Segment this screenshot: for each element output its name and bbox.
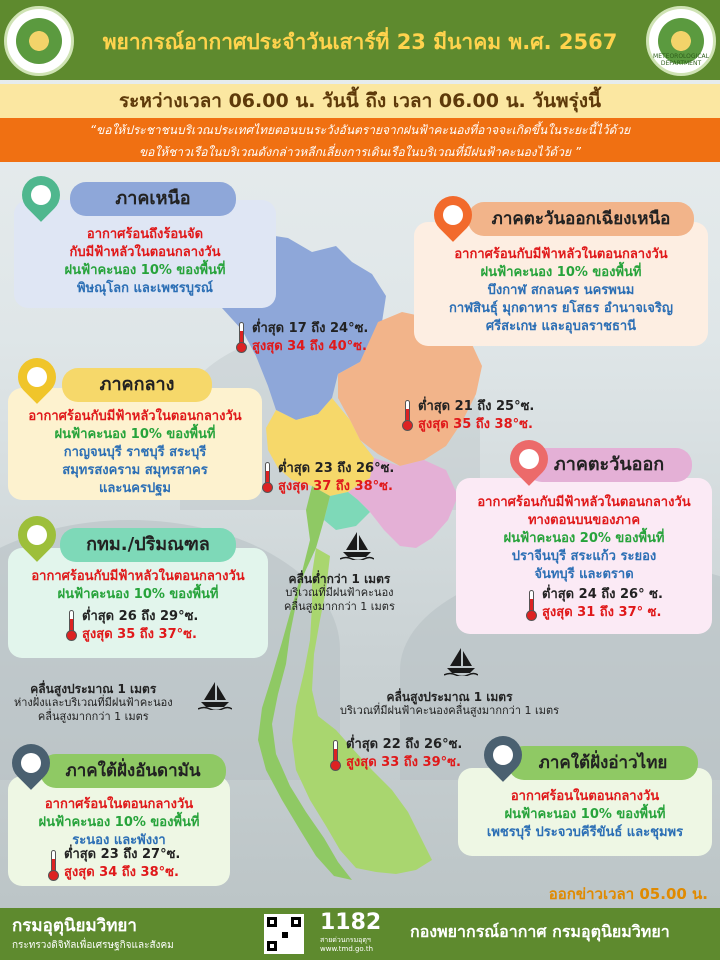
east-line-4: ปราจีนบุรี สระแก้ว ระยอง [511, 549, 657, 564]
period-text: ระหว่างเวลา 06.00 น. วันนี้ ถึง เวลา 06.00 น. วันพรุ่งนี้ [118, 90, 602, 112]
region-header-northeast [468, 202, 694, 236]
region-card-central [8, 388, 262, 500]
thermometer-icon [526, 590, 536, 620]
region-header-east [526, 448, 692, 482]
region-card-north [14, 200, 276, 308]
ministry-logo [4, 6, 74, 76]
thermometer-icon [330, 740, 340, 770]
north-temp-high: สูงสุด 34 ถึง 40°ซ. [252, 339, 367, 354]
bangkok-temp [82, 608, 198, 644]
central-line-3: กาญจนบุรี ราชบุรี สระบุรี [63, 445, 207, 460]
east-temp-low: ต่ำสุด 24 ถึง 26° ซ. [542, 587, 663, 602]
northeast-temp-low: ต่ำสุด 21 ถึง 25°ซ. [418, 399, 535, 414]
warning-bar [0, 118, 720, 162]
central-name: ภาคกลาง [99, 374, 175, 395]
south-east-name: ภาคใต้ฝั่งอ่าวไทย [538, 753, 668, 773]
region-header-bangkok [60, 528, 236, 562]
central-line-1: อากาศร้อนกับมีฟ้าหลัวในตอนกลางวัน [28, 409, 242, 424]
northeast-line-1: อากาศร้อนกับมีฟ้าหลัวในตอนกลางวัน [454, 247, 668, 262]
region-header-south-east [508, 746, 698, 780]
central-line-5: และนครปฐม [99, 481, 171, 496]
wave-andaman-line1: ห่างฝั่งและบริเวณที่มีฝนฟ้าคะนอง [14, 696, 173, 709]
north-temp-low: ต่ำสุด 17 ถึง 24°ซ. [252, 321, 369, 336]
page-title: พยากรณ์อากาศประจำวันเสาร์ที่ 23 มีนาคม พ.ศ. 2567 [102, 30, 618, 54]
boat-icon [198, 680, 232, 710]
wave-upper-gulf-title: คลื่นต่ำกว่า 1 เมตร [288, 572, 391, 586]
bangkok-temp-high: สูงสุด 35 ถึง 37°ซ. [82, 627, 197, 642]
south-west-temp-low: ต่ำสุด 23 ถึง 27°ซ. [64, 847, 181, 862]
warning-line-1: “ขอให้ประชาชนบริเวณประเทศไทยตอนบนระวังอันตรายจากฝนฟ้าคะนองที่อาจจะเกิดขึ้นในระยะนี้ไว้ด้วย [89, 123, 631, 137]
south-east-temp [346, 736, 462, 772]
northeast-name: ภาคตะวันออกเฉียงเหนือ [491, 209, 671, 229]
wave-gulf [340, 690, 559, 718]
central-temp-low: ต่ำสุด 23 ถึง 26°ซ. [278, 461, 395, 476]
south-east-temp-high: สูงสุด 33 ถึง 39°ซ. [346, 755, 461, 770]
north-line-3: ฝนฟ้าคะนอง 10% ของพื้นที่ [64, 263, 226, 278]
issue-time: ออกข่าวเวลา 05.00 น. [548, 885, 708, 903]
wave-andaman-line2: คลื่นสูงมากกว่า 1 เมตร [37, 710, 149, 723]
wave-upper-gulf-line2: คลื่นสูงมากกว่า 1 เมตร [284, 600, 395, 613]
central-line-4: สมุทรสงคราม สมุทรสาคร [62, 463, 208, 478]
tmd-logo-text: METEOROLOGICAL DEPARTMENT [653, 53, 709, 67]
south-east-line-2: ฝนฟ้าคะนอง 10% ของพื้นที่ [504, 807, 666, 822]
south-east-line-1: อากาศร้อนในตอนกลางวัน [510, 789, 660, 804]
northeast-line-4: กาฬสินธุ์ มุกดาหาร ยโสธร อำนาจเจริญ [449, 301, 673, 316]
east-line-1: อากาศร้อนกับมีฟ้าหลัวในตอนกลางวัน [477, 495, 691, 510]
south-east-temp-low: ต่ำสุด 22 ถึง 26°ซ. [346, 737, 463, 752]
tmd-logo [646, 6, 716, 76]
south-west-line-1: อากาศร้อนในตอนกลางวัน [44, 797, 194, 812]
region-header-central [62, 368, 212, 402]
central-temp-high: สูงสุด 37 ถึง 38°ซ. [278, 479, 393, 494]
qr-code-icon[interactable] [264, 914, 304, 954]
bangkok-name: กทม./ปริมณฑล [86, 534, 210, 555]
northeast-line-5: ศรีสะเกษ และอุบลราชธานี [485, 319, 637, 334]
northeast-temp [418, 398, 534, 434]
south-west-name: ภาคใต้ฝั่งอันดามัน [65, 761, 201, 781]
north-line-2: กับมีฟ้าหลัวในตอนกลางวัน [69, 245, 221, 260]
south-west-line-2: ฝนฟ้าคะนอง 10% ของพื้นที่ [38, 815, 200, 830]
north-line-4: พิษณุโลก และเพชรบูรณ์ [77, 281, 213, 296]
boat-icon [444, 646, 478, 676]
thermometer-icon [262, 462, 272, 492]
central-temp [278, 460, 394, 496]
footer-org: กรมอุตุนิยมวิทยา [12, 916, 137, 936]
northeast-line-3: บึงกาฬ สกลนคร นครพนม [487, 283, 635, 298]
region-header-north [70, 182, 236, 216]
warning-line-2: ขอให้ชาวเรือในบริเวณดังกล่าวหลีกเลี่ยงการเดินเรือในบริเวณที่มีฝนฟ้าคะนองไว้ด้วย ” [138, 145, 582, 159]
footer-division: กองพยากรณ์อากาศ กรมอุตุนิยมวิทยา [410, 922, 670, 941]
bangkok-temp-low: ต่ำสุด 26 ถึง 29°ซ. [82, 609, 199, 624]
south-west-temp [64, 846, 180, 882]
wave-upper-gulf [284, 572, 395, 614]
hotline-label: สายด่วนกรมอุตุฯ [320, 936, 371, 944]
east-temp [542, 586, 663, 622]
wave-gulf-title: คลื่นสูงประมาณ 1 เมตร [386, 690, 513, 704]
bangkok-line-2: ฝนฟ้าคะนอง 10% ของพื้นที่ [57, 587, 219, 602]
wave-gulf-line1: บริเวณที่มีฝนฟ้าคะนองคลื่นสูงมากกว่า 1 เมตร [340, 704, 560, 717]
website-link[interactable]: www.tmd.go.th [320, 945, 373, 953]
hotline-number: 1182 [320, 910, 382, 935]
east-temp-high: สูงสุด 31 ถึง 37° ซ. [542, 605, 662, 620]
east-line-2: ทางตอนบนของภาค [527, 513, 641, 528]
boat-icon [340, 530, 374, 560]
north-name: ภาคเหนือ [115, 188, 191, 209]
north-line-1: อากาศร้อนถึงร้อนจัด [86, 227, 204, 242]
thermometer-icon [236, 322, 246, 352]
bangkok-line-1: อากาศร้อนกับมีฟ้าหลัวในตอนกลางวัน [31, 569, 245, 584]
east-line-3: ฝนฟ้าคะนอง 20% ของพื้นที่ [503, 531, 665, 546]
east-line-5: จันทบุรี และตราด [534, 567, 634, 582]
south-east-line-3: เพชรบุรี ประจวบคีรีขันธ์ และชุมพร [486, 825, 684, 840]
central-line-2: ฝนฟ้าคะนอง 10% ของพื้นที่ [54, 427, 216, 442]
wave-andaman [14, 682, 173, 724]
northeast-line-2: ฝนฟ้าคะนอง 10% ของพื้นที่ [480, 265, 642, 280]
north-temp [252, 320, 368, 356]
hotline-sub [320, 936, 373, 954]
region-header-south-west [40, 754, 226, 788]
south-west-temp-high: สูงสุด 34 ถึง 38°ซ. [64, 865, 179, 880]
south-west-line-3: ระนอง และพังงา [72, 833, 166, 848]
wave-upper-gulf-line1: บริเวณที่มีฝนฟ้าคะนอง [285, 586, 394, 599]
header-bar [0, 0, 720, 80]
thermometer-icon [402, 400, 412, 430]
region-card-south-east [458, 768, 712, 856]
east-name: ภาคตะวันออก [553, 454, 665, 475]
thermometer-icon [48, 850, 58, 880]
footer-bar [0, 908, 720, 960]
northeast-temp-high: สูงสุด 35 ถึง 38°ซ. [418, 417, 533, 432]
thermometer-icon [66, 610, 76, 640]
region-card-northeast [414, 222, 708, 346]
wave-andaman-title: คลื่นสูงประมาณ 1 เมตร [30, 682, 157, 696]
period-bar [0, 84, 720, 118]
footer-ministry: กระทรวงดิจิทัลเพื่อเศรษฐกิจและสังคม [12, 940, 174, 951]
